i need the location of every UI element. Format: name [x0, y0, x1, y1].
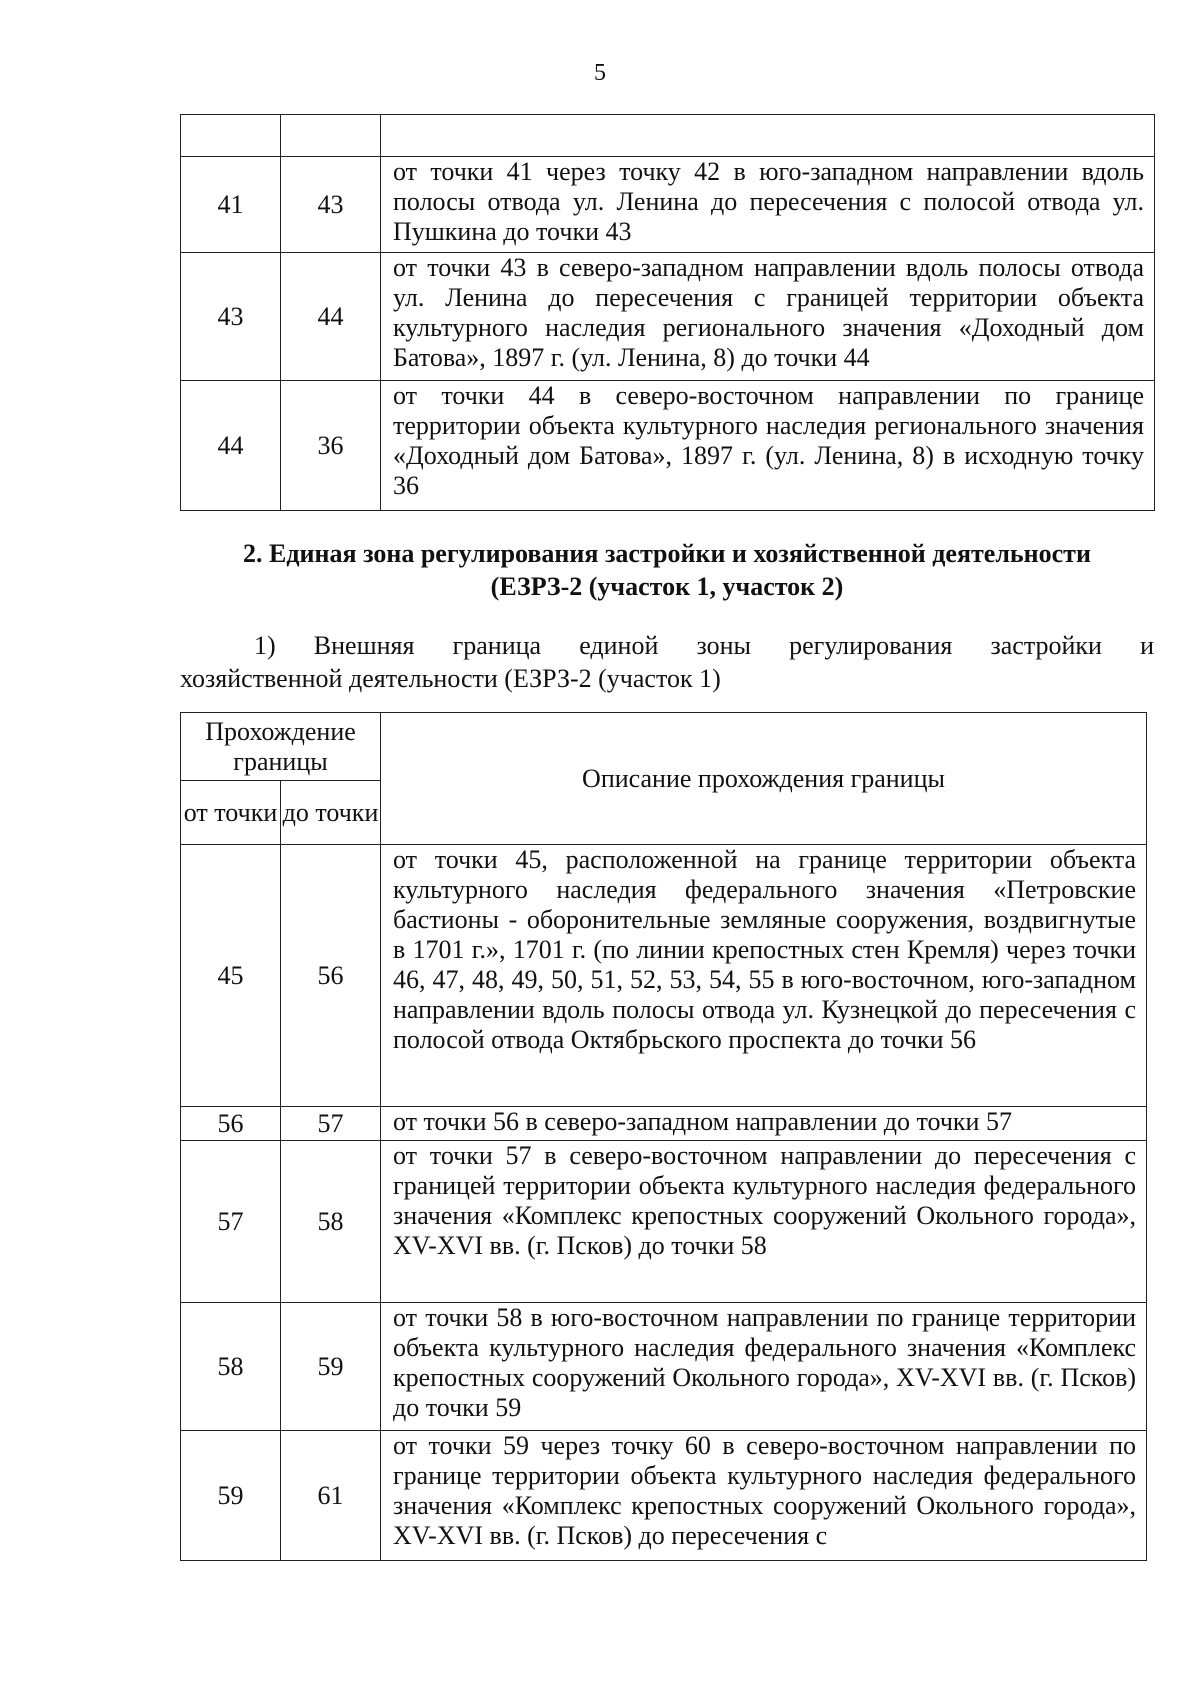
section-title-line-1: 2. Единая зона регулирования застройки и хозяйственной деятельности — [243, 539, 1091, 568]
description-header: Описание прохождения границы — [381, 713, 1147, 845]
table-row — [181, 1141, 1147, 1303]
description-cell: от точки 57 в северо-восточном направлении до пересечения с границей территории объекта культурного наследия федерального значения «Комплекс крепостных сооружений Окольного города», XV-XVI вв. (г. Псков) до точки 58 — [381, 1141, 1147, 1303]
table-row — [181, 253, 1155, 381]
description-cell: от точки 45, расположенной на границе территории объекта культурного наследия федерального значения «Петровские бастионы - оборонительные земляные сооружения, воздвигнутые в 1701 г.», 1701 г. (по линии крепостных стен Кремля) через точки 46, 47, 48, 49, 50, 51, 52, 53, 54, 55 в юго-восточном, юго-западном направлении вдоль полосы отвода ул. Кузнецкой до пересечения с полосой отвода Октябрьского проспекта до точки 56 — [381, 845, 1147, 1107]
description-cell: от точки 56 в северо-западном направлении до точки 57 — [381, 1107, 1147, 1141]
from-point-cell: 59 — [181, 1431, 281, 1561]
boundary-table — [180, 712, 1147, 1561]
from-point-cell: 43 — [181, 253, 281, 381]
table-row — [181, 1431, 1147, 1561]
to-point-cell: 36 — [281, 381, 381, 511]
table-row — [181, 115, 1155, 157]
to-point-cell: 61 — [281, 1431, 381, 1561]
from-point-cell — [181, 115, 281, 157]
from-point-cell: 45 — [181, 845, 281, 1107]
to-point-header: до точки — [281, 781, 381, 845]
to-point-cell: 43 — [281, 157, 381, 253]
description-cell: от точки 41 через точку 42 в юго-западном направлении вдоль полосы отвода ул. Ленина до пересечения с полосой отвода ул. Пушкина до точки 43 — [381, 157, 1155, 253]
table-row — [181, 1303, 1147, 1431]
to-point-cell: 58 — [281, 1141, 381, 1303]
boundary-table-continued — [180, 114, 1155, 511]
paragraph — [180, 629, 1154, 695]
description-cell: от точки 59 через точку 60 в северо-восточном направлении по границе территории объекта культурного наследия федерального значения «Комплекс крепостных сооружений Окольного города», XV-XVI вв. (г. Псков) до пересечения с — [381, 1431, 1147, 1561]
from-point-cell: 56 — [181, 1107, 281, 1141]
section-title-line-2: (ЕЗРЗ-2 (участок 1, участок 2) — [490, 572, 844, 601]
paragraph-line-1: 1) Внешняя граница единой зоны регулирования застройки и — [254, 631, 1154, 660]
from-point-cell: 44 — [181, 381, 281, 511]
table-row — [181, 381, 1155, 511]
to-point-cell: 57 — [281, 1107, 381, 1141]
to-point-cell: 59 — [281, 1303, 381, 1431]
from-point-cell: 41 — [181, 157, 281, 253]
passage-header: Прохождение границы — [181, 713, 381, 781]
section-heading — [180, 537, 1154, 603]
to-point-cell: 56 — [281, 845, 381, 1107]
description-cell: от точки 44 в северо-восточном направлении по границе территории объекта культурного наследия регионального значения «Доходный дом Батова», 1897 г. (ул. Ленина, 8) в исходную точку 36 — [381, 381, 1155, 511]
from-point-cell: 58 — [181, 1303, 281, 1431]
from-point-cell: 57 — [181, 1141, 281, 1303]
to-point-cell: 44 — [281, 253, 381, 381]
from-point-header: от точки — [181, 781, 281, 845]
paragraph-line-2: хозяйственной деятельности (ЕЗРЗ-2 (участок 1) — [180, 664, 721, 693]
description-cell: от точки 43 в северо-западном направлении вдоль полосы отвода ул. Ленина до пересечения с границей территории объекта культурного наследия регионального значения «Доходный дом Батова», 1897 г. (ул. Ленина, 8) до точки 44 — [381, 253, 1155, 381]
description-cell: от точки 58 в юго-восточном направлении по границе территории объекта культурного наследия федерального значения «Комплекс крепостных сооружений Окольного города», XV-XVI вв. (г. Псков) до точки 59 — [381, 1303, 1147, 1431]
description-cell — [381, 115, 1155, 157]
table-row — [181, 845, 1147, 1107]
to-point-cell — [281, 115, 381, 157]
page-number: 5 — [594, 60, 606, 86]
table-header-row — [181, 713, 1147, 781]
table-row — [181, 1107, 1147, 1141]
table-row — [181, 157, 1155, 253]
